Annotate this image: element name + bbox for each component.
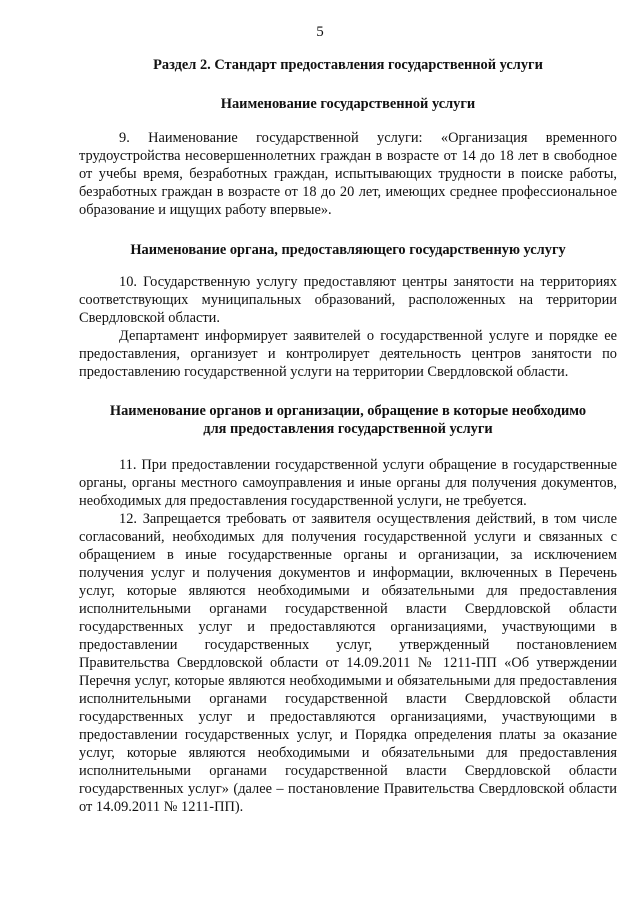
paragraph-9: 9. Наименование государственной услуги: «Организация временного трудоустройства несовершеннолетних граждан в возрасте от 14 до 18 лет в свободное от учебы время, безработных граждан, испытывающих трудности в поиске работы, безработных граждан в возрасте от 18 до 20 лет, имеющих среднее профессиональное образование и ищущих работу впервые».	[79, 130, 617, 218]
document-body	[79, 56, 617, 816]
paragraph-11: 11. При предоставлении государственной услуги обращение в государственные органы, органы местного самоуправления и иные органы для получения документов, необходимых для предоставления государственной услуги, не требуется.	[79, 457, 617, 509]
paragraph-department: Департамент информирует заявителей о государственной услуге и порядке ее предоставления, организует и контролирует деятельность центров занятости по предоставлению государственной услуги на территории Свердловской области.	[79, 328, 617, 380]
heading-authority: Наименование органа, предоставляющего государственную услугу	[130, 242, 566, 258]
paragraph-12: 12. Запрещается требовать от заявителя осуществления действий, в том числе согласований, необходимых для получения государственной услуги и связанных с обращением в иные государственные органы и организации, за исключением получения услуг и получения документов и информации, включенных в Перечень услуг, которые являются необходимыми и обязательными для предоставления исполнительными органами государственной власти Свердловской области государственных услуг и предоставляются организациями, участвующими в предоставлении государственных услуг, утвержденный постановлением Правительства Свердловской области от 14.09.2011 № 1211-ПП «Об утверждении Перечня услуг, которые являются необходимыми и обязательными для предоставления исполнительными органами государственной власти Свердловской области государственных услуг и предоставляются организациями, участвующими в предоставлении государственных услуг, и Порядка определения платы за оказание услуг, которые являются необходимыми и обязательными для предоставления исполнительными органами государственной власти Свердловской области государственных услуг» (далее – постановление Правительства Свердловской области от 14.09.2011 № 1211-ПП).	[79, 511, 617, 815]
heading-organizations-line-2: для предоставления государственной услуги	[203, 421, 493, 437]
section-title: Раздел 2. Стандарт предоставления государственной услуги	[153, 57, 543, 73]
heading-service-name: Наименование государственной услуги	[220, 96, 476, 112]
page-number: 5	[316, 24, 324, 40]
heading-organizations-line-1: Наименование органов и организации, обращение в которые необходимо	[109, 403, 587, 419]
heading-organizations	[79, 402, 617, 438]
paragraph-10: 10. Государственную услугу предоставляют центры занятости на территориях соответствующих муниципальных образований, расположенных на территории Свердловской области.	[79, 274, 617, 326]
